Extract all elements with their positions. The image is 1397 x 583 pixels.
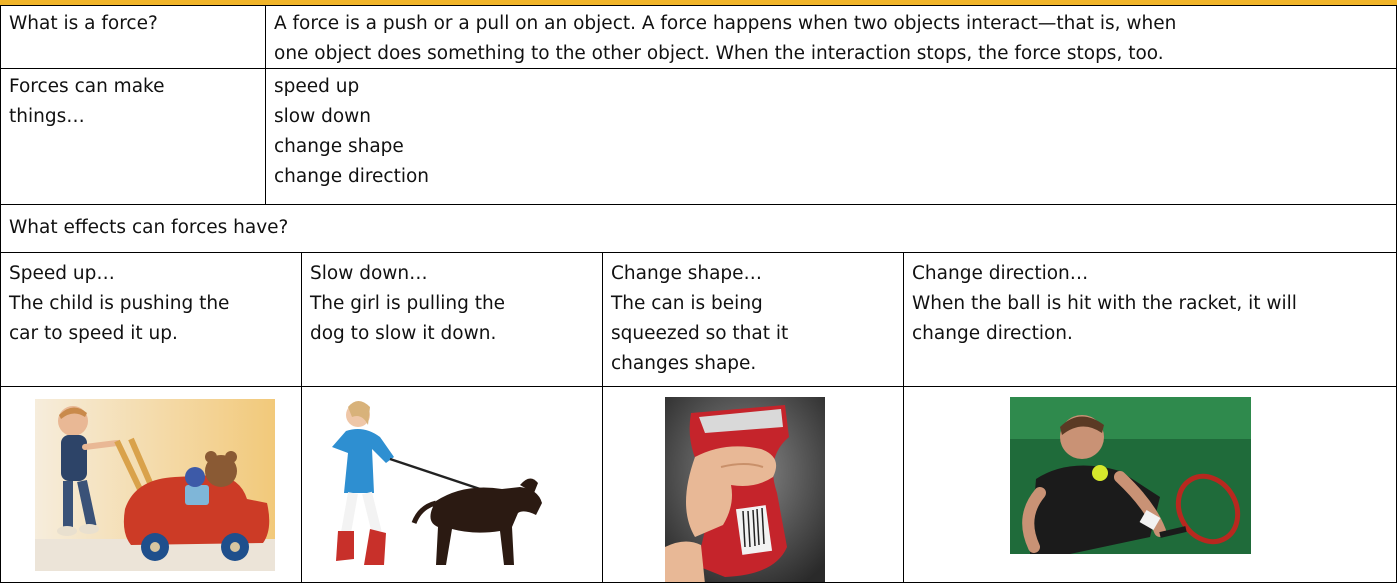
can-make-label-cell bbox=[0, 68, 266, 205]
effect-speed-up-line-2: car to speed it up. bbox=[9, 323, 178, 344]
effect-change-shape-title: Change shape… bbox=[611, 263, 763, 284]
tennis-player-image bbox=[1010, 397, 1251, 554]
effect-slow-down-cell bbox=[301, 252, 603, 387]
can-make-label-line-1: Forces can make bbox=[9, 76, 165, 97]
definition-line-2: one object does something to the other object. When the interaction stops, the force stops, too. bbox=[274, 43, 1164, 64]
can-make-item-change-shape: change shape bbox=[274, 136, 404, 157]
picture-change-shape-cell bbox=[602, 386, 904, 583]
can-make-list-cell bbox=[265, 68, 1397, 205]
picture-slow-down-cell bbox=[301, 386, 603, 583]
effect-speed-up-line-1: The child is pushing the bbox=[9, 293, 230, 314]
girl-pulling-dog-image bbox=[324, 397, 574, 575]
definition-label-cell bbox=[0, 5, 266, 69]
effect-change-shape-line-1: The can is being bbox=[611, 293, 763, 314]
effect-change-direction-cell bbox=[903, 252, 1397, 387]
effect-speed-up-title: Speed up… bbox=[9, 263, 115, 284]
effect-change-direction-line-1: When the ball is hit with the racket, it will bbox=[912, 293, 1297, 314]
crushed-can-image bbox=[665, 397, 825, 583]
definition-text-cell bbox=[265, 5, 1397, 69]
effect-change-shape-cell bbox=[602, 252, 904, 387]
definition-line-1: A force is a push or a pull on an object. A force happens when two objects interact—that is, when bbox=[274, 13, 1177, 34]
picture-speed-up-cell bbox=[0, 386, 302, 583]
effect-speed-up-cell bbox=[0, 252, 302, 387]
definition-label: What is a force? bbox=[9, 13, 158, 34]
effects-question-cell bbox=[0, 204, 1397, 253]
effect-change-direction-title: Change direction… bbox=[912, 263, 1089, 284]
effect-change-direction-line-2: change direction. bbox=[912, 323, 1073, 344]
can-make-item-slow-down: slow down bbox=[274, 106, 372, 127]
can-make-item-change-direction: change direction bbox=[274, 166, 430, 187]
effect-slow-down-title: Slow down… bbox=[310, 263, 428, 284]
child-pushing-car-image bbox=[35, 399, 275, 571]
can-make-item-speed-up: speed up bbox=[274, 76, 360, 97]
effect-change-shape-line-3: changes shape. bbox=[611, 353, 757, 374]
effect-slow-down-line-1: The girl is pulling the bbox=[310, 293, 506, 314]
can-make-label-line-2: things… bbox=[9, 106, 85, 127]
picture-change-direction-cell bbox=[903, 386, 1397, 583]
forces-table bbox=[0, 5, 1397, 583]
effect-change-shape-line-2: squeezed so that it bbox=[611, 323, 789, 344]
effect-slow-down-line-2: dog to slow it down. bbox=[310, 323, 497, 344]
effects-question: What effects can forces have? bbox=[9, 217, 289, 238]
